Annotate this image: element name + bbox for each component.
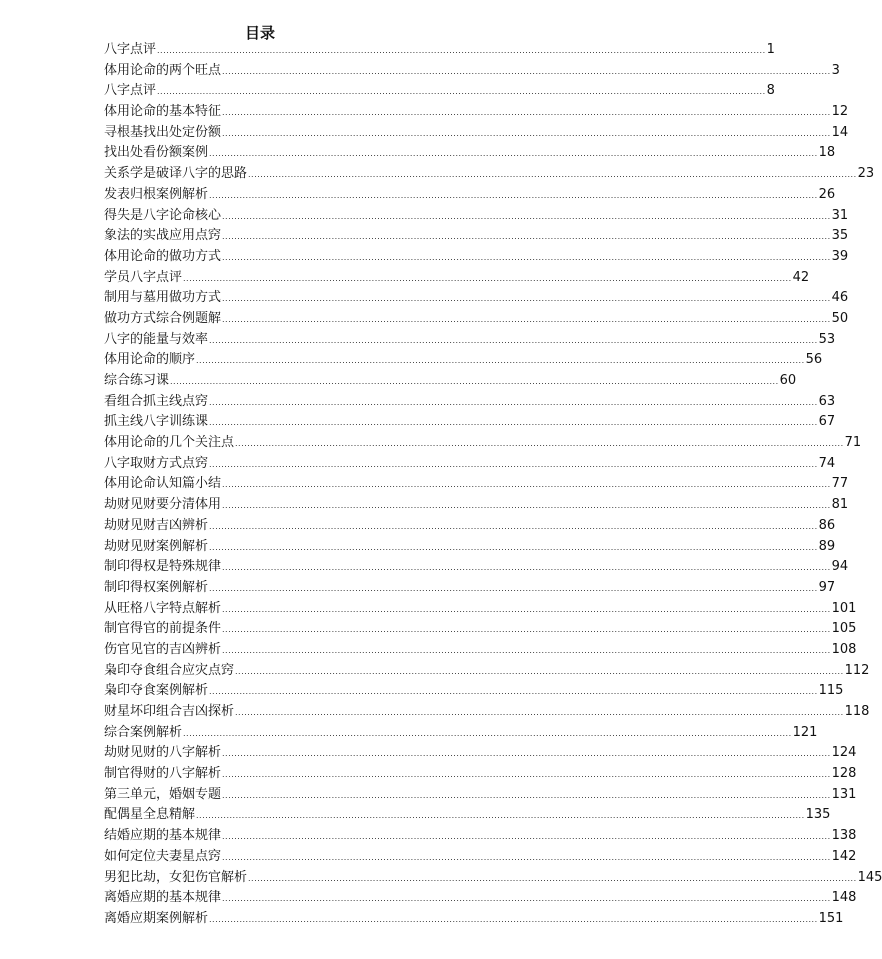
dot-leader: ........................................................................................................................................................................................................ — [222, 790, 831, 800]
toc-entry — [104, 888, 857, 909]
toc-entry — [104, 578, 836, 599]
toc-entry — [104, 206, 849, 227]
toc-entry — [104, 661, 870, 682]
toc-entry — [104, 185, 836, 206]
toc-entry-title: 枭印夺食组合应灾点窍 — [104, 662, 235, 678]
toc-entry — [104, 640, 857, 661]
toc-entry-title: 体用论命的做功方式 — [104, 248, 222, 264]
dot-leader: ........................................................................................................................................................................................................ — [209, 149, 818, 159]
dot-leader: ........................................................................................................................................................................................................ — [209, 687, 818, 697]
toc-entry-title: 离婚应期案例解析 — [104, 910, 209, 926]
toc-entry — [104, 723, 818, 744]
toc-entry-title: 制印得权是特殊规律 — [104, 559, 222, 575]
toc-entry-title: 从旺格八字特点解析 — [104, 600, 222, 616]
toc-entry-title: 离婚应期的基本规律 — [104, 890, 222, 906]
toc-entry-title: 找出处看份额案例 — [104, 145, 209, 161]
toc-entry-title: 关系学是破译八字的思路 — [104, 166, 248, 182]
dot-leader: ........................................................................................................................................................................................................ — [222, 501, 831, 511]
dot-leader: ........................................................................................................................................................................................................ — [222, 480, 831, 490]
toc-entry-title: 抓主线八字训练课 — [104, 414, 209, 430]
toc-entry-title: 发表归根案例解析 — [104, 186, 209, 202]
toc-entry-page-number: 12 — [831, 104, 849, 120]
dot-leader: ........................................................................................................................................................................................................ — [222, 852, 831, 862]
toc-entry-page-number: 121 — [792, 724, 818, 740]
toc-entry-title: 学员八字点评 — [104, 269, 183, 285]
dot-leader: ........................................................................................................................................................................................................ — [222, 252, 831, 262]
toc-entry — [104, 288, 849, 309]
toc-entry-page-number: 63 — [818, 393, 836, 409]
toc-entry — [104, 268, 810, 289]
toc-entry-page-number: 23 — [857, 166, 875, 182]
toc-entry-page-number: 108 — [831, 641, 857, 657]
toc-entry-page-number: 3 — [831, 62, 840, 78]
toc-entry — [104, 102, 849, 123]
dot-leader: ........................................................................................................................................................................................................ — [183, 273, 792, 283]
toc-entry-page-number: 1 — [766, 42, 775, 57]
toc-entry — [104, 619, 857, 640]
toc-entry — [104, 743, 857, 764]
toc-entry-title: 看组合抓主线点窍 — [104, 393, 209, 409]
dot-leader: ........................................................................................................................................................................................................ — [235, 708, 844, 717]
toc-entry-page-number: 14 — [831, 124, 849, 140]
toc-entry — [104, 599, 857, 620]
toc-entry-page-number: 105 — [831, 621, 857, 637]
toc-entry-title: 八字取财方式点窍 — [104, 455, 209, 471]
toc-entry-title: 制用与墓用做功方式 — [104, 290, 222, 306]
toc-entry-page-number: 118 — [844, 704, 870, 719]
dot-leader: ........................................................................................................................................................................................................ — [209, 542, 818, 552]
dot-leader: ........................................................................................................................................................................................................ — [209, 335, 818, 345]
toc-entry-title: 结婚应期的基本规律 — [104, 828, 222, 844]
toc-entry-title: 象法的实战应用点窍 — [104, 228, 222, 244]
toc-entry — [104, 371, 797, 392]
dot-leader: ........................................................................................................................................................................................................ — [235, 439, 844, 449]
toc-entry-page-number: 46 — [831, 290, 849, 306]
dot-leader: ........................................................................................................................................................................................................ — [209, 190, 818, 200]
toc-entry-title: 做功方式综合例题解 — [104, 310, 222, 326]
dot-leader: ........................................................................................................................................................................................................ — [222, 314, 831, 324]
toc-entry — [104, 350, 823, 371]
toc-entry-page-number: 145 — [857, 869, 882, 885]
toc-entry — [104, 412, 836, 433]
toc-entry — [104, 123, 849, 144]
toc-entry-title: 枭印夺食案例解析 — [104, 683, 209, 699]
toc-entry-page-number: 67 — [818, 414, 836, 430]
toc-entry-title: 财星坏印组合吉凶探析 — [104, 704, 235, 719]
dot-leader: ........................................................................................................................................................................................................ — [235, 666, 844, 676]
table-of-contents — [104, 40, 882, 930]
dot-leader: ........................................................................................................................................................................................................ — [222, 645, 831, 655]
toc-entry-page-number: 42 — [792, 269, 810, 285]
dot-leader: ........................................................................................................................................................................................................ — [170, 377, 779, 386]
toc-entry-title: 综合练习课 — [104, 373, 170, 388]
toc-entry-title: 综合案例解析 — [104, 724, 183, 740]
toc-entry-title: 劫财见财的八字解析 — [104, 745, 222, 761]
toc-entry — [104, 785, 857, 806]
toc-entry-page-number: 50 — [831, 310, 849, 326]
toc-entry-title: 得失是八字论命核心 — [104, 207, 222, 223]
dot-leader: ........................................................................................................................................................................................................ — [209, 397, 818, 407]
toc-entry — [104, 392, 836, 413]
toc-entry — [104, 454, 836, 475]
toc-entry-title: 配偶星全息精解 — [104, 807, 196, 823]
dot-leader: ........................................................................................................................................................................................................ — [209, 914, 818, 924]
toc-entry-title: 体用论命的几个关注点 — [104, 435, 235, 451]
dot-leader: ........................................................................................................................................................................................................ — [196, 356, 805, 366]
dot-leader: ........................................................................................................................................................................................................ — [222, 232, 831, 242]
dot-leader: ........................................................................................................................................................................................................ — [183, 728, 792, 738]
toc-entry-page-number: 77 — [831, 476, 849, 492]
dot-leader: ........................................................................................................................................................................................................ — [222, 211, 831, 221]
toc-entry-page-number: 60 — [779, 373, 797, 388]
toc-entry — [104, 61, 840, 82]
toc-entry-page-number: 148 — [831, 890, 857, 906]
toc-entry-title: 寻根基找出处定份额 — [104, 124, 222, 140]
toc-entry-title: 制官得官的前提条件 — [104, 621, 222, 637]
toc-entry — [104, 433, 862, 454]
dot-leader: ........................................................................................................................................................................................................ — [222, 604, 831, 614]
toc-entry — [104, 909, 844, 930]
toc-entry — [104, 702, 870, 723]
dot-leader: ........................................................................................................................................................................................................ — [157, 87, 766, 97]
toc-entry-page-number: 138 — [831, 828, 857, 844]
dot-leader: ........................................................................................................................................................................................................ — [222, 625, 831, 635]
toc-entry-page-number: 39 — [831, 248, 849, 264]
toc-entry-page-number: 35 — [831, 228, 849, 244]
toc-entry-page-number: 18 — [818, 145, 836, 161]
toc-entry-page-number: 8 — [766, 83, 775, 99]
toc-entry-page-number: 94 — [831, 559, 849, 575]
dot-leader: ........................................................................................................................................................................................................ — [222, 108, 831, 118]
toc-entry-title: 八字的能量与效率 — [104, 331, 209, 347]
dot-leader: ........................................................................................................................................................................................................ — [222, 832, 831, 842]
toc-entry — [104, 868, 882, 889]
toc-entry — [104, 557, 849, 578]
toc-entry-title: 体用论命的两个旺点 — [104, 62, 222, 78]
page-title: 目录 — [244, 24, 275, 42]
toc-entry-title: 劫财见财吉凶辨析 — [104, 517, 209, 533]
toc-entry-page-number: 81 — [831, 497, 849, 513]
toc-entry — [104, 40, 775, 61]
toc-entry-title: 劫财见财案例解析 — [104, 538, 209, 554]
dot-leader: ........................................................................................................................................................................................................ — [209, 418, 818, 428]
dot-leader: ........................................................................................................................................................................................................ — [222, 563, 831, 573]
dot-leader: ........................................................................................................................................................................................................ — [222, 128, 831, 138]
toc-entry-page-number: 124 — [831, 745, 857, 761]
toc-entry-page-number: 101 — [831, 600, 857, 616]
toc-entry — [104, 681, 844, 702]
toc-entry-page-number: 89 — [818, 538, 836, 554]
toc-entry-page-number: 86 — [818, 517, 836, 533]
toc-entry — [104, 847, 857, 868]
toc-entry-page-number: 128 — [831, 766, 857, 782]
toc-entry — [104, 516, 836, 537]
dot-leader: ........................................................................................................................................................................................................ — [248, 170, 857, 180]
toc-entry-title: 制官得财的八字解析 — [104, 766, 222, 782]
toc-entry-page-number: 115 — [818, 683, 844, 699]
toc-entry-page-number: 31 — [831, 207, 849, 223]
toc-entry-title: 男犯比劫，女犯伤官解析 — [104, 869, 248, 885]
toc-entry — [104, 826, 857, 847]
toc-entry-title: 体用论命的基本特征 — [104, 104, 222, 120]
toc-entry — [104, 81, 775, 102]
toc-entry-title: 制印得权案例解析 — [104, 579, 209, 595]
toc-entry-page-number: 74 — [818, 455, 836, 471]
toc-entry-page-number: 112 — [844, 662, 870, 678]
toc-entry-title: 体用论命认知篇小结 — [104, 476, 222, 492]
toc-entry-page-number: 97 — [818, 579, 836, 595]
toc-entry — [104, 143, 836, 164]
toc-entry — [104, 495, 849, 516]
dot-leader: ........................................................................................................................................................................................................ — [222, 66, 831, 76]
toc-entry-title: 如何定位夫妻星点窍 — [104, 848, 222, 864]
toc-entry-page-number: 53 — [818, 331, 836, 347]
dot-leader: ........................................................................................................................................................................................................ — [222, 894, 831, 904]
dot-leader: ........................................................................................................................................................................................................ — [222, 749, 831, 759]
toc-entry-page-number: 71 — [844, 435, 862, 451]
toc-entry-title: 伤官见官的吉凶辨析 — [104, 641, 222, 657]
toc-entry — [104, 247, 849, 268]
dot-leader: ........................................................................................................................................................................................................ — [209, 521, 818, 531]
toc-entry-title: 体用论命的顺序 — [104, 352, 196, 368]
toc-entry — [104, 474, 849, 495]
dot-leader: ........................................................................................................................................................................................................ — [196, 811, 805, 821]
toc-entry-title: 八字点评 — [104, 42, 157, 57]
toc-entry-page-number: 56 — [805, 352, 823, 368]
toc-entry — [104, 226, 849, 247]
toc-entry-page-number: 151 — [818, 910, 844, 926]
dot-leader: ........................................................................................................................................................................................................ — [222, 770, 831, 780]
dot-leader: ........................................................................................................................................................................................................ — [222, 294, 831, 304]
toc-entry — [104, 330, 836, 351]
toc-entry — [104, 309, 849, 330]
dot-leader: ........................................................................................................................................................................................................ — [157, 46, 766, 55]
dot-leader: ........................................................................................................................................................................................................ — [209, 459, 818, 469]
dot-leader: ........................................................................................................................................................................................................ — [209, 583, 818, 593]
toc-entry — [104, 537, 836, 558]
toc-entry — [104, 805, 831, 826]
toc-entry-page-number: 135 — [805, 807, 831, 823]
toc-entry — [104, 764, 857, 785]
dot-leader: ........................................................................................................................................................................................................ — [248, 873, 857, 883]
toc-entry-page-number: 131 — [831, 786, 857, 802]
toc-entry-page-number: 142 — [831, 848, 857, 864]
toc-entry-title: 劫财见财要分清体用 — [104, 497, 222, 513]
toc-entry-page-number: 26 — [818, 186, 836, 202]
toc-entry-title: 第三单元，婚姻专题 — [104, 786, 222, 802]
toc-entry-title: 八字点评 — [104, 83, 157, 99]
toc-entry — [104, 164, 875, 185]
